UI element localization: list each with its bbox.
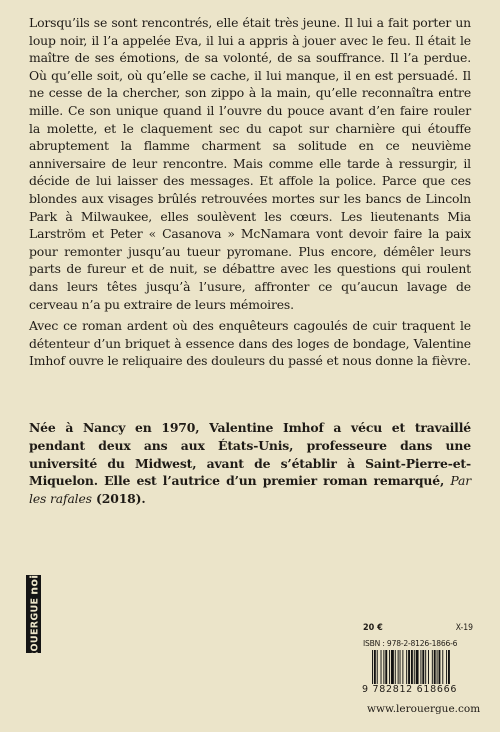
price: 20 € [363,623,383,633]
logo-text-noir: noir [27,568,40,595]
logo-text-rouergue: ROUERGUE [29,597,40,660]
barcode-digits: 9 782812 618666 [362,684,458,695]
previous-book-year: (2018). [91,491,146,507]
author-bio-text: Née à Nancy en 1970, Valentine Imhof a vécu et travaillé pendant deux ans aux États-Unis, professeure dans une université du Midwest, avant de s’établir à Saint-Pierre-et-Miquelon. Elle est l’autrice d’un premier roman remarqué, [29,420,471,489]
isbn: ISBN : 978-2-8126-1866-6 [363,639,458,648]
back-cover-blurb [29,14,471,370]
product-code: X-19 [455,623,473,633]
author-bio [29,419,471,508]
publisher-logo [26,568,41,660]
publisher-website: www.lerouergue.com [367,703,481,715]
blurb-paragraph-1: Lorsqu’ils se sont rencontrés, elle était très jeune. Il lui a fait porter un loup noir, il l’a appelée Eva, il lui a appris à jouer avec le feu. Il était le maître de ses émotions, de sa volonté, de sa souffrance. Il l’a perdue. Où qu’elle soit, où qu’elle se cache, il lui manque, il en est persuadé. Il ne cesse de la chercher, son zippo à la main, qu’elle reconnaîtra entre mille. Ce son unique quand il l’ouvre du pouce avant d’en faire rouler la molette, et le claquement sec du capot sur charnière qui étouffe abruptement la flamme charment sa solitude en ce neuvième anniversaire de leur rencontre. Mais comme elle tarde à ressurgir, il décide de lui laisser des messages. Et affole la police. Parce que ces blondes aux visages brûlés retrouvées mortes sur les bancs de Lincoln Park à Milwaukee, elles soulèvent les cœurs. Les lieutenants Mia Larström et Peter « Casanova » McNamara vont devoir faire la paix pour remonter jusqu’au tueur pyromane. Plus encore, démêler leurs parts de fureur et de nuit, se débattre avec les questions qui roulent dans leurs têtes jusqu’à l’usure, affronter ce qu’aucun lavage de cerveau n’a pu extraire de leurs mémoires. [29,15,471,312]
blurb-paragraph-2: Avec ce roman ardent où des enquêteurs cagoulés de cuir traquent le détenteur d’un briquet à essence dans des loges de bondage, Valentine Imhof ouvre le reliquaire des douleurs du passé et nous donne la fièvre. [29,318,471,369]
previous-book-title: Par les rafales [29,473,471,507]
barcode [372,650,468,684]
